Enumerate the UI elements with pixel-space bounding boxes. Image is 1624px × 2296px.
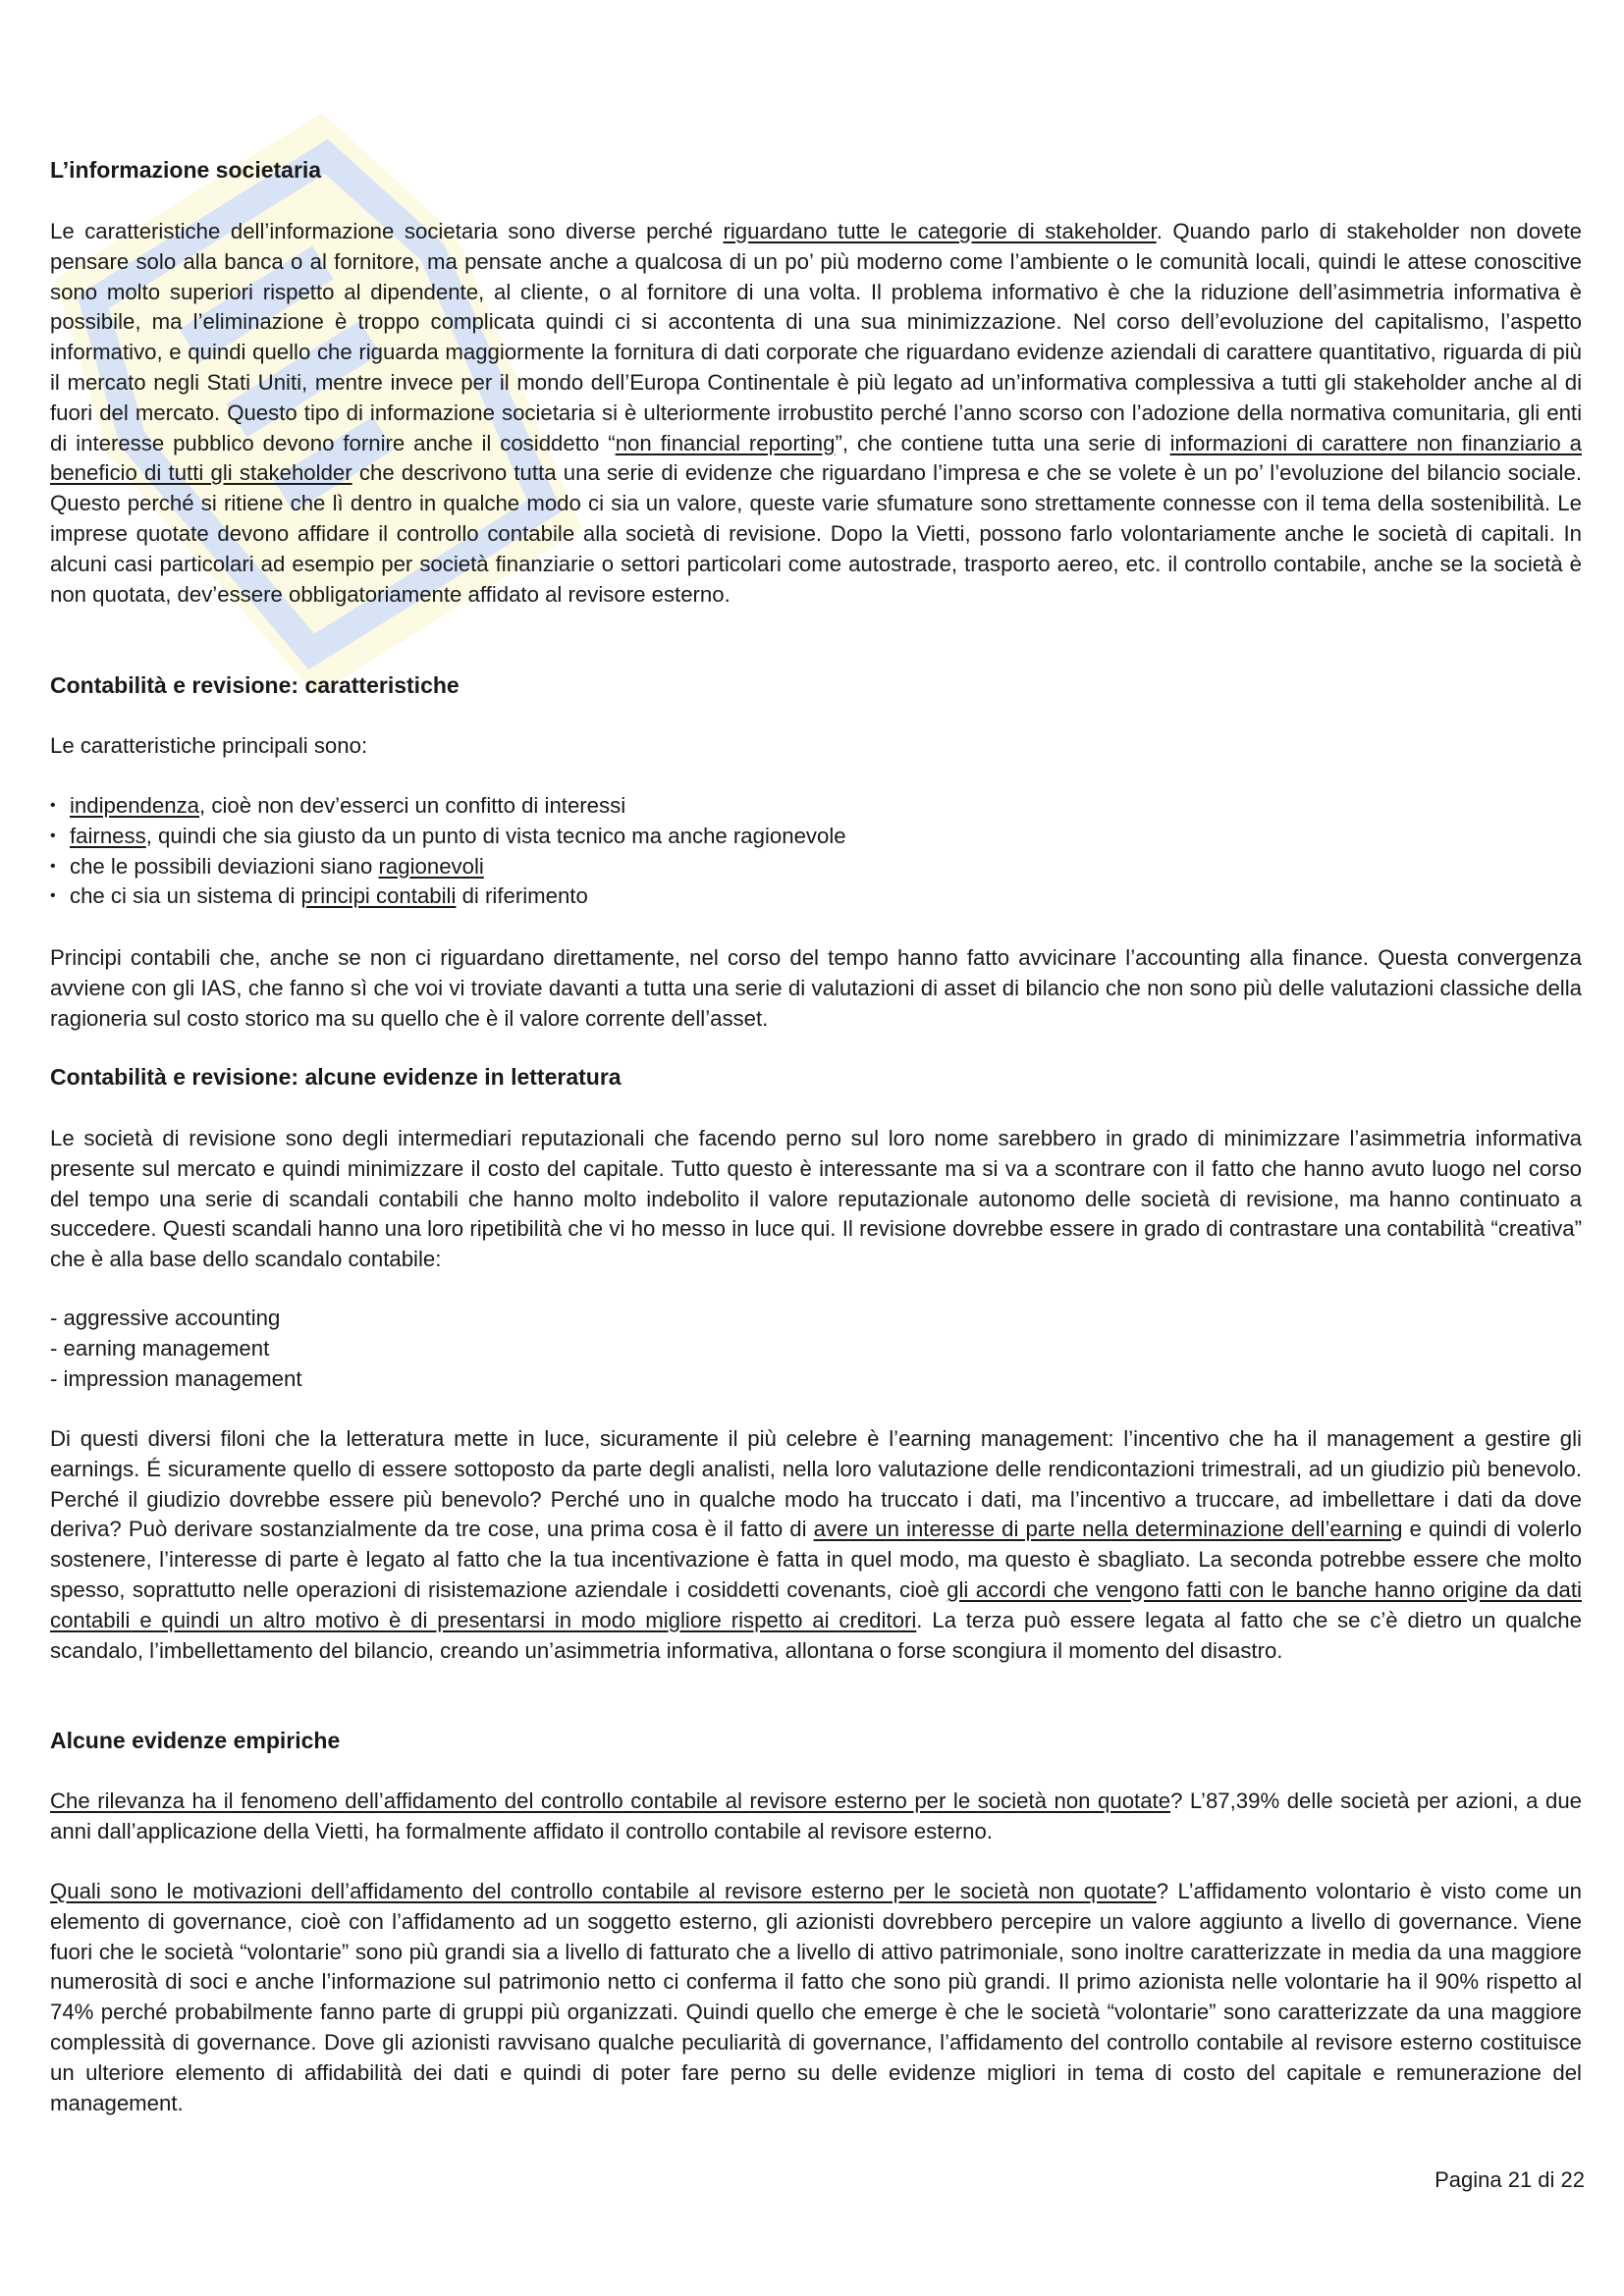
list-item	[50, 791, 1582, 822]
text-run: che le possibili deviazioni siano	[70, 853, 379, 879]
text-run: ? L’affidamento volontario è visto come un elemento di governance, cioè con l’affidamento ad un soggetto esterno, gli azionisti dovrebbero percepire un valore aggiunto a livello di governance. Viene fuori che le società “volontarie” sono più grandi sia a livello di fatturato che a livello di attivo patrimoniale, sono inoltre caratterizzate in media da una maggiore numerosità di soci e anche l’informazione sul patrimonio netto ci conferma il fatto che sono più grandi. Il primo azionista nelle volontarie ha il 90% rispetto al 74% perché probabilmente fanno parte di gruppi più organizzati. Quindi quello che emerge è che le società “volontarie” sono caratterizzate da una maggiore complessità di governance. Dove gli azionisti ravvisano qualche peculiarità di governance, l’affidamento del controllo contabile al revisore esterno costituisce un ulteriore elemento di affidabilità dei dati e quindi di poter fare perno su delle evidenze migliori in tema di costo del capitale e remunerazione del management.	[50, 1879, 1583, 2115]
text-run: Di questi diversi filoni che la letteratura mette in luce, sicuramente il più celebre è l’earning management: l’incentivo che ha il management a gestire gli earnings. É sicuramente quello di essere sottoposto da parte degli analisti, nella loro valutazione delle rendicontazioni trimestrali, ad un giudizio più benevolo. Perché il giudizio dovrebbe essere più benevolo? Perché uno in qualche modo ha truccato i dati, ma l’incentivo a truccare, ad imbellettare i dati da dove deriva? Può derivare sostanzialmente da tre cose, una prima cosa è il fatto di	[50, 1426, 1582, 1542]
section-title: L’informazione societaria	[50, 157, 322, 183]
list-item: - earning management	[50, 1335, 270, 1361]
underlined-text: avere un interesse di parte nella determinazione dell’earning	[813, 1517, 1403, 1542]
section-evidenze-letteratura	[50, 1062, 1582, 1092]
underlined-question: Quali sono le motivazioni dell’affidamento del controllo contabile al revisore esterno per le società non quotate	[50, 1879, 1157, 1903]
paragraph	[50, 1424, 1582, 1666]
section-body	[50, 1424, 1582, 1666]
section-caratteristiche	[50, 670, 1582, 700]
paragraph: Le società di revisione sono degli intermediari reputazionali che facendo perno sul loro nome sarebbero in grado di minimizzare l’asimmetria informativa presente sul mercato e quindi minimizzare il costo del capitale. Tutto questo è interessante ma si va a scontrare con il fatto che hanno avuto luogo nel corso del tempo una serie di scandali contabili che hanno molto indebolito il valore reputazionale autonomo delle società di revisione, ma hanno continuato a succedere. Questi scandali hanno una loro ripetibilità che vi ho messo in luce qui. Il revisione dovrebbe essere in grado di contrastare una contabilità “creativa” che è alla base dello scandalo contabile:	[50, 1126, 1582, 1272]
text-run: Le caratteristiche dell’informazione societaria sono diverse perché	[50, 219, 724, 243]
paragraph: Le caratteristiche principali sono:	[50, 733, 368, 758]
section-body	[50, 1124, 1582, 1275]
underlined-text: riguardano tutte le categorie di stakeholder	[723, 219, 1157, 243]
underlined-text: principi contabili	[300, 883, 457, 909]
section-informazione-societaria	[50, 155, 1582, 185]
text-run: . La terza può essere legata al fatto che se c’è dietro un qualche scandalo, l’imbellettamento del bilancio, creando un’asimmetria informativa, allontana o forse scongiura il momento del disastro.	[50, 1607, 1582, 1663]
section-title: Contabilità e revisione: alcune evidenze in letteratura	[50, 1064, 622, 1090]
paragraph	[50, 1877, 1582, 2118]
bullet-list	[50, 791, 1582, 912]
underlined-text: ragionevoli	[378, 853, 484, 879]
list-item: - aggressive accounting	[50, 1306, 281, 1330]
list-item	[50, 822, 1582, 852]
section-evidenze-empiriche	[50, 1726, 1582, 1755]
section-intro	[50, 731, 1582, 762]
section-body	[50, 1787, 1582, 1847]
list-item	[50, 852, 1582, 882]
underlined-text: fairness	[70, 823, 146, 848]
paragraph	[50, 1787, 1582, 1847]
text-run: ”, che contiene tutta una serie di	[835, 430, 1170, 455]
underlined-text: indipendenza	[70, 793, 200, 818]
list-item	[50, 881, 1582, 912]
underlined-text: informazioni di carattere non finanziario a beneficio di tutti gli stakeholder	[50, 430, 1582, 486]
section-body	[50, 217, 1582, 610]
section-title: Alcune evidenze empiriche	[50, 1728, 341, 1753]
paragraph	[50, 217, 1582, 610]
list-item: - impression management	[50, 1365, 302, 1391]
underlined-text: non financial reporting	[615, 430, 836, 455]
text-run: di riferimento	[456, 883, 588, 909]
text-run: ? L’87,39% delle società per azioni, a due anni dall’applicazione della Vietti, ha formalmente affidato il controllo contabile al revisore esterno.	[50, 1789, 1583, 1843]
paragraph: Principi contabili che, anche se non ci riguardano direttamente, nel corso del tempo hanno fatto avvicinare l’accounting alla finance. Questa convergenza avviene con gli IAS, che fanno sì che voi vi troviate davanti a tutta una serie di valutazioni di asset di bilancio che non sono più delle valutazioni classiche della ragioneria sul costo storico ma su quello che è il valore corrente dell’asset.	[50, 945, 1582, 1031]
text-run: che ci sia un sistema di	[70, 883, 301, 909]
text-run: , cioè non dev’esserci un confitto di interessi	[199, 793, 626, 818]
page-number: Pagina 21 di 22	[1435, 2167, 1585, 2192]
section-body	[50, 1877, 1582, 2118]
section-body	[50, 943, 1582, 1034]
text-run: , quindi che sia giusto da un punto di vista tecnico ma anche ragionevole	[145, 823, 846, 848]
text-run: che descrivono tutta una serie di evidenze che riguardano l’impresa e che se volete è un po’ l’evoluzione del bilancio sociale. Questo perché si ritiene che lì dentro in qualche modo ci sia un valore, queste varie sfumature sono strettamente connesse con il tema della sostenibilità. Le imprese quotate devono affidare il controllo contabile alla società di revisione. Dopo la Vietti, possono farlo volontariamente anche le società di capitali. In alcuni casi particolari ad esempio per società finanziarie o settori particolari come autostrade, trasporto aereo, etc. il controllo contabile, anche se la società è non quotata, dev’essere obbligatoriamente affidato al revisore esterno.	[50, 460, 1582, 607]
section-title: Contabilità e revisione: caratteristiche	[50, 672, 460, 698]
underlined-text: gli accordi che vengono fatti con le banche hanno origine da dati contabili e quindi un altro motivo è di presentarsi in modo migliore rispetto ai creditori	[50, 1576, 1582, 1632]
text-run: e quindi di volerlo sostenere, l’interesse di parte è legato al fatto che la tua incentivazione è fatta in quel modo, ma questo è sbagliato. La seconda potrebbe essere che molto spesso, soprattutto nelle operazioni di risistemazione aziendale i cosiddetti covenants, cioè	[50, 1517, 1582, 1602]
underlined-question: Che rilevanza ha il fenomeno dell’affidamento del controllo contabile al revisore esterno per le società non quotate	[50, 1789, 1171, 1813]
text-run: . Quando parlo di stakeholder non dovete pensare solo alla banca o al fornitore, ma pensate anche a qualcosa di un po’ più moderno come l’ambiente o le comunità locali, quindi le attese conoscitive sono molto superiori rispetto al dipendente, al cliente, o al fornitore di una volta. Il problema informativo è che la riduzione dell’asimmetria informativa è possibile, ma l’eliminazione è troppo complicata quindi ci si accontenta di una sua minimizzazione. Nel corso dell’evoluzione del capitalismo, l’aspetto informativo, e quindi quello che riguarda maggiormente la fornitura di dati corporate che riguardano evidenze aziendali di carattere quantitativo, riguarda di più il mercato negli Stati Uniti, mentre invece per il mondo dell’Europa Continentale è più legato ad un’informativa complessiva a tutti gli stakeholder anche al di fuori del mercato. Questo tipo di informazione societaria si è ulteriormente irrobustito perché l’anno scorso con l’adozione della normativa comunitaria, gli enti di interesse pubblico devono fornire anche il cosiddetto “	[50, 219, 1582, 455]
dash-list	[50, 1304, 1582, 1394]
